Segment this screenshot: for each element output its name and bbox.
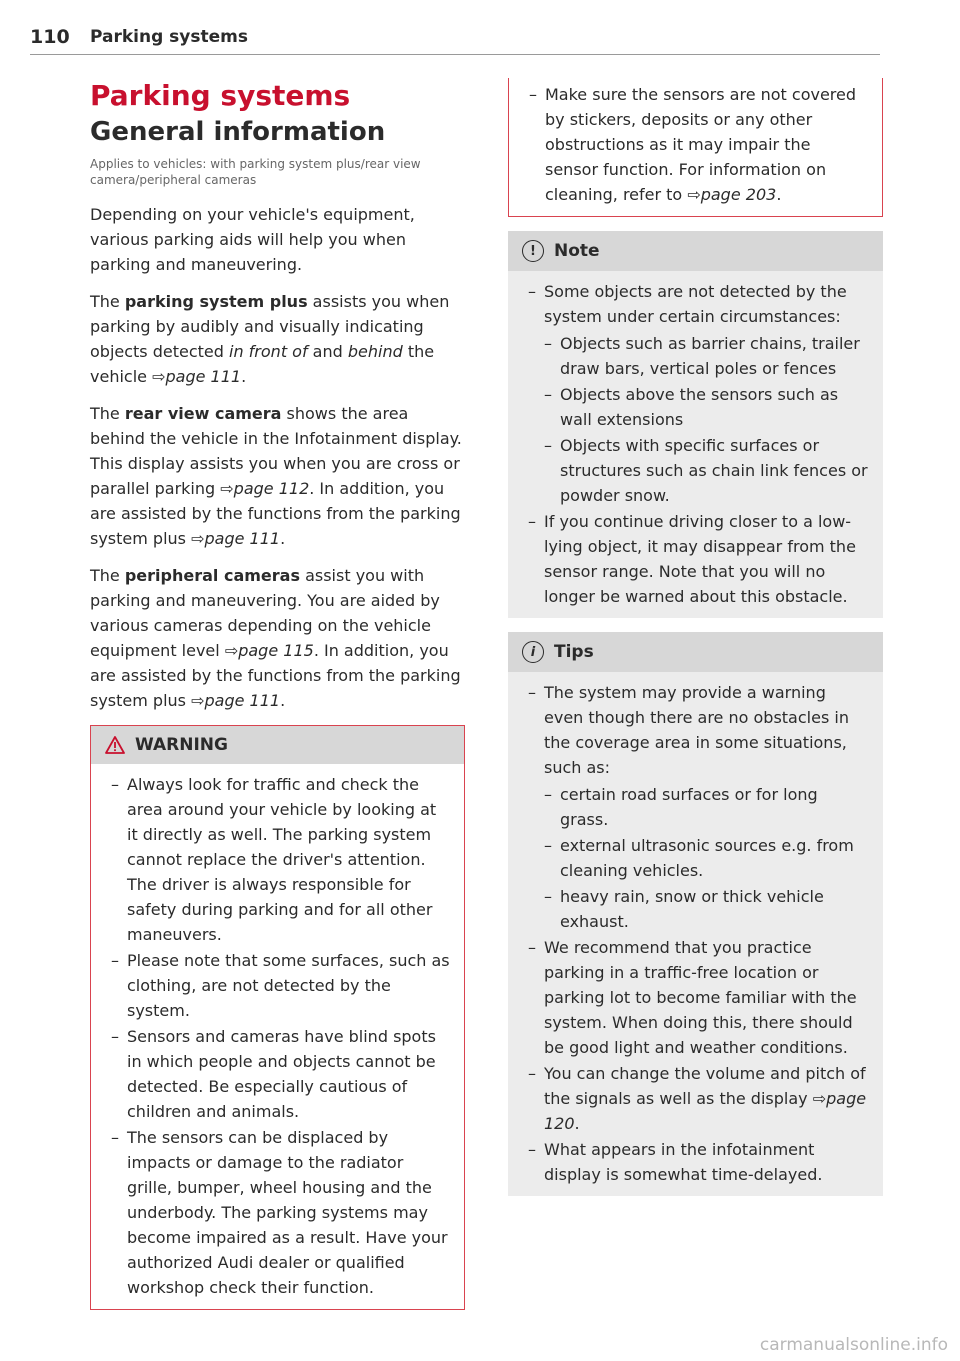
applies-to-note: Applies to vehicles: with parking system plus/rear view camera/peripheral cameras [90, 157, 421, 187]
page-link[interactable]: ⇨page 115 [224, 641, 314, 660]
list-item: – heavy rain, snow or thick vehicle exhaust. [544, 884, 869, 934]
page-link[interactable]: ⇨page 112 [220, 479, 310, 498]
list-item: – Please note that some surfaces, such as clothing, are not detected by the system. [105, 948, 450, 1023]
note-header [508, 231, 883, 271]
note-list [522, 279, 869, 609]
list-item: – We recommend that you practice parking in a traffic-free location or parking lot to become familiar with the system. When doing this, there should be good light and weather conditions. [522, 935, 869, 1060]
exclamation-circle-icon: ! [522, 240, 544, 262]
info-circle-icon: i [522, 641, 544, 663]
peripheral-cameras-paragraph: The peripheral cameras assist you with parking and maneuvering. You are aided by various cameras depending on the vehicle equipment level ⇨page 115. In addition, you are assisted by the functions from the parking system plus ⇨page 111. [90, 566, 461, 710]
list-item: – Sensors and cameras have blind spots in which people and objects cannot be detected. Be especially cautious of children and animals. [105, 1024, 450, 1124]
list-item: – Objects with specific surfaces or structures such as chain link fences or powder snow. [544, 433, 869, 508]
warning-box-continued [508, 78, 883, 217]
warning-triangle-icon [105, 736, 125, 754]
parking-system-plus-paragraph: The parking system plus assists you when parking by audibly and visually indicating objects detected in front of and behind the vehicle ⇨page 111. [90, 292, 450, 386]
list-item: – The system may provide a warning even though there are no obstacles in the coverage area in some situations, such as: – certain road surfaces or for long grass. – external ultrasonic sources e.g. from cleaning vehicles. – heavy rain, snow or thick vehicle exhaust. [522, 680, 869, 934]
tips-list [522, 680, 869, 1187]
rear-view-camera-paragraph: The rear view camera shows the area behind the vehicle in the Infotainment display. This display assists you when you are cross or parallel parking ⇨page 112. In addition, you are assisted by the functions from the parking system plus ⇨page 111. [90, 404, 462, 548]
tips-header [508, 632, 883, 672]
list-item: – What appears in the infotainment display is somewhat time-delayed. [522, 1137, 869, 1187]
intro-paragraph: Depending on your vehicle's equipment, various parking aids will help you when parking and maneuvering. [90, 205, 415, 274]
warning-title: WARNING [135, 735, 228, 755]
page-link[interactable]: ⇨page 203 [687, 185, 777, 204]
list-item: – The sensors can be displaced by impacts or damage to the radiator grille, bumper, wheel housing and the underbody. The parking systems may become impaired as a result. Have your authorized Audi dealer or qualified workshop check their function. [105, 1125, 450, 1300]
page-link[interactable]: ⇨page 111 [152, 367, 242, 386]
running-section-title: Parking systems [90, 27, 248, 47]
note-title: Note [554, 241, 600, 261]
page-number: 110 [30, 26, 70, 48]
tips-title: Tips [554, 642, 594, 662]
right-column [508, 78, 883, 1196]
warning-header [91, 726, 464, 764]
tips-box [508, 632, 883, 1196]
list-item: – Make sure the sensors are not covered by stickers, deposits or any other obstructions as it may impair the sensor function. For information on cleaning, refer to ⇨page 203. [523, 82, 868, 207]
list-item: – You can change the volume and pitch of the signals as well as the display ⇨page 120. [522, 1061, 869, 1136]
note-box [508, 231, 883, 618]
list-item: – Some objects are not detected by the system under certain circumstances: – Objects such as barrier chains, trailer draw bars, vertical poles or fences – Objects above the sensors such as wall extensions – Objects with specific surfaces or structures such as chain link fences or powder snow. [522, 279, 869, 508]
warning-list [105, 772, 450, 1300]
page-link[interactable]: ⇨page 120 [544, 1089, 867, 1133]
list-item: – Objects above the sensors such as wall extensions [544, 382, 869, 432]
list-item: – Always look for traffic and check the area around your vehicle by looking at it directly as well. The parking system cannot replace the driver's attention. The driver is always responsible for safety during parking and for all other maneuvers. [105, 772, 450, 947]
chapter-title: Parking systems [90, 79, 351, 112]
left-column [90, 78, 465, 1310]
warning-box [90, 725, 465, 1310]
warning-list-continued [523, 82, 868, 207]
list-item: – If you continue driving closer to a low-lying object, it may disappear from the sensor range. Note that you will no longer be warned about this obstacle. [522, 509, 869, 609]
list-item: – external ultrasonic sources e.g. from cleaning vehicles. [544, 833, 869, 883]
page-link[interactable]: ⇨page 111 [191, 529, 281, 548]
watermark: carmanualsonline.info [759, 1335, 948, 1355]
page-header [30, 24, 880, 55]
page-link[interactable]: ⇨page 111 [191, 691, 281, 710]
list-item: – certain road surfaces or for long grass. [544, 782, 869, 832]
section-title: General information [90, 117, 386, 147]
list-item: – Objects such as barrier chains, trailer draw bars, vertical poles or fences [544, 331, 869, 381]
